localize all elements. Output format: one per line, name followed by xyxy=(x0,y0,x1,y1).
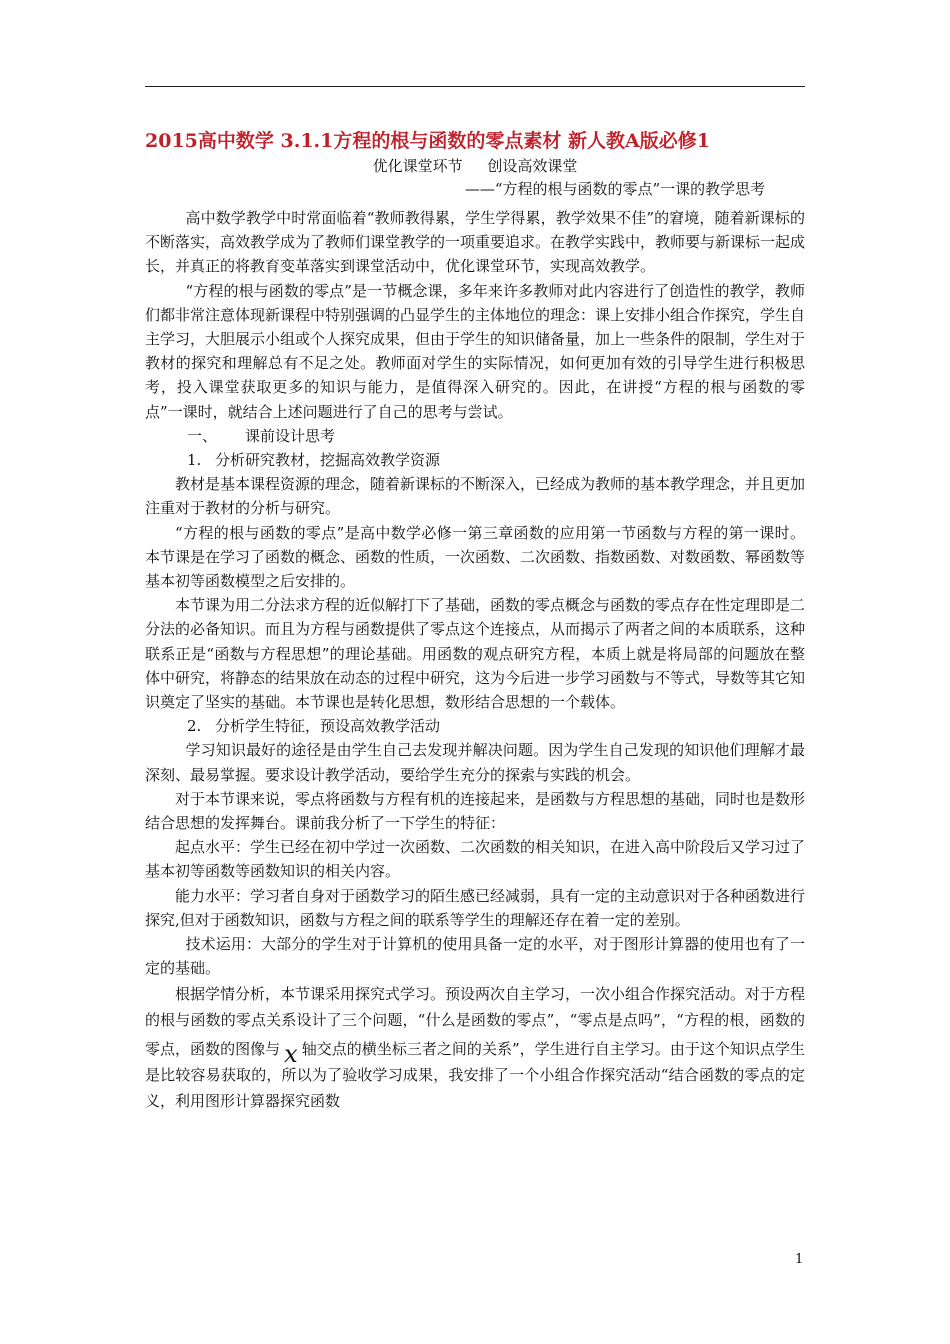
section-heading-1-number: 一、 xyxy=(187,426,218,445)
section-heading-1 xyxy=(145,424,805,448)
page-number: 1 xyxy=(795,1252,804,1267)
subsection-heading-2-text: 分析学生特征，预设高效教学活动 xyxy=(215,717,441,736)
header-rule xyxy=(145,86,805,87)
paragraph-technology-use: 技术运用：大部分的学生对于计算机的使用具备一定的水平，对于图形计算器的使用也有了一定的基础。 xyxy=(145,935,805,978)
paragraph-learning-plan-part2: 轴交点的横坐标三者之间的关系”，学生进行自主学习。由于这个知识点学生是比较容易获取的，所以为了验收学习成果，我安排了一个小组合作探究活动“结合函数的零点的定义，利用图形计算器探究函数 xyxy=(145,1039,805,1110)
paragraph-bisection-basis: 本节课为用二分法求方程的近似解打下了基础，函数的零点概念与函数的零点存在性定理即是二分法的必备知识。而且为方程与函数提供了零点这个连接点，从而揭示了两者之间的本质联系，这种联系正是“函数与方程思想”的理论基础。用函数的观点研究方程，本质上就是将局部的问题放在整体中研究，将静态的结果放在动态的过程中研究，这为今后进一步学习函数与不等式，导数等其它知识奠定了坚实的基础。本节课也是转化思想，数形结合思想的一个载体。 xyxy=(145,596,806,712)
paragraph-starting-level: 起点水平：学生已经在初中学过一次函数、二次函数的相关知识，在进入高中阶段后又学习过了基本初等函数等函数知识的相关内容。 xyxy=(145,838,806,881)
paragraph-learning-plan-part1: 根据学情分析，本节课采用探究式学习。预设两次自主学习，一次小组合作探究活动。对于方程的根与函数的零点关系设计了三个问题，“什么是函数的零点”，“零点是点吗”，“方程的根，函数的零点，函数的图像与 xyxy=(145,984,806,1058)
subtitle-secondary: ——“方程的根与函数的零点”一课的教学思考 xyxy=(464,180,766,198)
document-title: 2015高中数学 3.1.1方程的根与函数的零点素材 新人教A版必修1 xyxy=(145,130,710,152)
paragraph-learning-plan xyxy=(145,981,805,1114)
paragraph-textbook: 教材是基本课程资源的理念，随着新课标的不断深入，已经成为教师的基本教学理念，并且更加注重对于教材的分析与研究。 xyxy=(145,475,806,518)
paragraph-concept-lesson: “方程的根与函数的零点”是一节概念课，多年来许多教师对此内容进行了创造性的教学，教师们都非常注意体现新课程中特别强调的凸显学生的主体地位的理念：课上安排小组合作探究，学生自主学习，大胆展示小组或个人探究成果，但由于学生的知识储备量，加上一些条件的限制，学生对于教材的探究和理解总有不足之处。教师面对学生的实际情况，如何更加有效的引导学生进行积极思考，投入课堂获取更多的知识与能力，是值得深入研究的。因此，在讲授“方程的根与函数的零点”一课时，就结合上述问题进行了自己的思考与尝试。 xyxy=(145,281,806,421)
subsection-heading-2-number: 2. xyxy=(187,717,202,736)
paragraph-student-features: 对于本节课来说，零点将函数与方程有机的连接起来，是函数与方程思想的基础，同时也是数形结合思想的发挥舞台。课前我分析了一下学生的特征： xyxy=(145,789,806,833)
paragraph-learning-path: 学习知识最好的途径是由学生自己去发现并解决问题。因为学生自己发现的知识他们理解才最深刻、最易掌握。要求设计教学活动，要给学生充分的探索与实践的机会。 xyxy=(145,741,805,784)
subsection-heading-1-number: 1. xyxy=(187,451,202,470)
subsection-heading-2 xyxy=(145,714,805,738)
section-heading-1-text: 课前设计思考 xyxy=(245,426,336,445)
paragraph-lesson-position: “方程的根与函数的零点”是高中数学必修一第三章函数的应用第一节函数与方程的第一课时。本节课是在学习了函数的概念、函数的性质，一次函数、二次函数、指数函数、对数函数、幂函数等基本初等函数模型之后安排的。 xyxy=(145,523,806,591)
subsection-heading-1 xyxy=(145,448,805,472)
math-variable-x: x xyxy=(284,1039,298,1068)
subtitle-main: 优化课堂环节 创设高效课堂 xyxy=(372,157,578,175)
subsection-heading-1-text: 分析研究教材，挖掘高效教学资源 xyxy=(215,451,441,470)
paragraph-intro: 高中数学教学中时常面临着“教师教得累，学生学得累，教学效果不佳”的窘境，随着新课标的不断落实，高效教学成为了教师们课堂教学的一项重要追求。在教学实践中，教师要与新课标一起成长，并真正的将教育变革落实到课堂活动中，优化课堂环节，实现高效教学。 xyxy=(145,209,806,276)
document-body xyxy=(145,206,805,1114)
paragraph-ability-level: 能力水平：学习者自身对于函数学习的陌生感已经减弱，具有一定的主动意识对于各种函数进行探究,但对于函数知识，函数与方程之间的联系等学生的理解还存在着一定的差别。 xyxy=(145,886,806,929)
